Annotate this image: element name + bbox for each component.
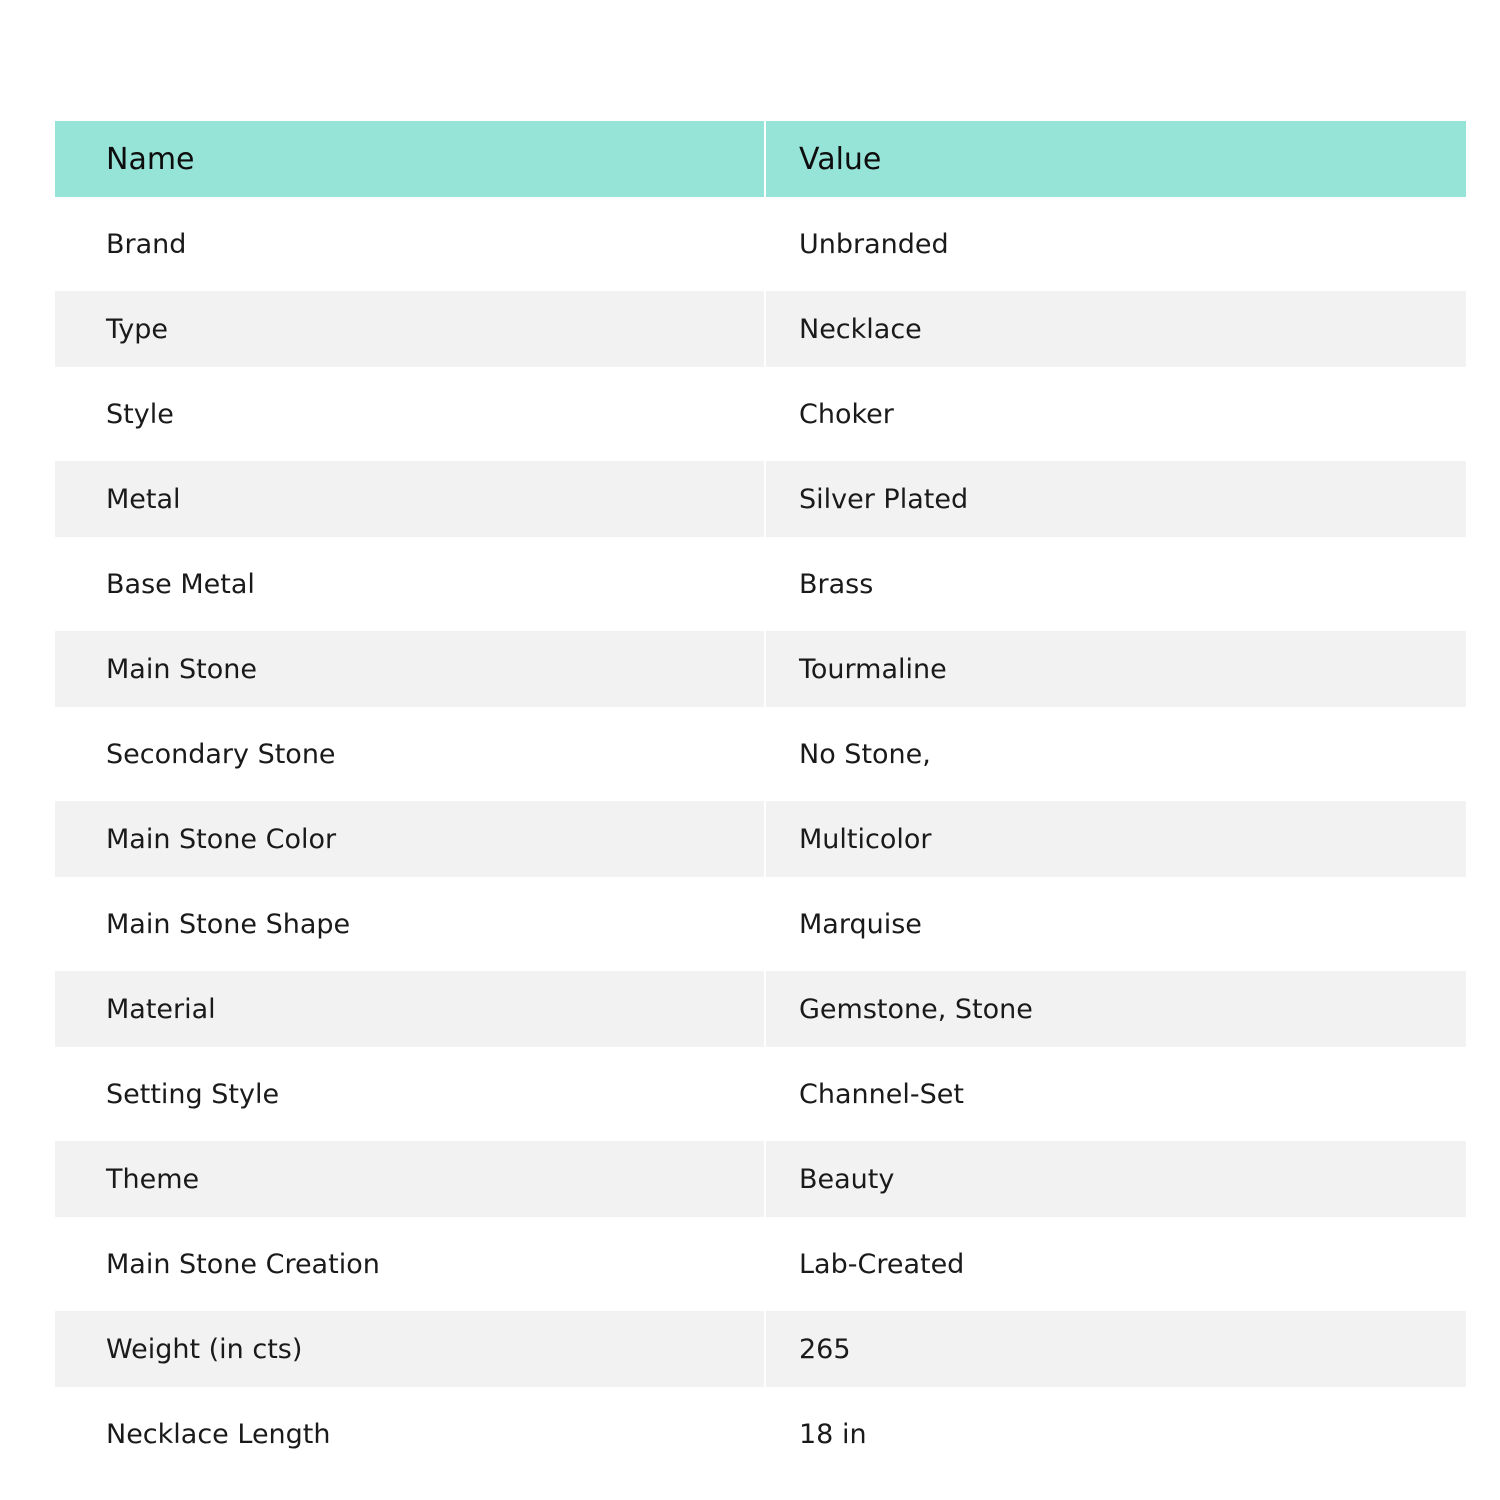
spec-name-cell: Theme (55, 1141, 766, 1217)
spec-value-cell: Multicolor (766, 801, 1466, 877)
column-header-value: Value (766, 121, 1466, 197)
spec-name-cell: Type (55, 291, 766, 367)
spec-name-cell: Brand (55, 197, 766, 291)
table-row (55, 1311, 1466, 1387)
table-header (55, 121, 1466, 197)
spec-name-cell: Weight (in cts) (55, 1311, 766, 1387)
spec-value-cell: 18 in (766, 1387, 1466, 1481)
spec-value-cell: Choker (766, 367, 1466, 461)
table-row (55, 631, 1466, 707)
specs-table (55, 121, 1466, 1481)
table-row (55, 707, 1466, 801)
table-row (55, 537, 1466, 631)
spec-name-cell: Main Stone (55, 631, 766, 707)
spec-name-cell: Metal (55, 461, 766, 537)
spec-value-cell: Marquise (766, 877, 1466, 971)
spec-name-cell: Main Stone Color (55, 801, 766, 877)
table-row (55, 971, 1466, 1047)
spec-name-cell: Necklace Length (55, 1387, 766, 1481)
table-body (55, 197, 1466, 1481)
spec-value-cell: Unbranded (766, 197, 1466, 291)
spec-name-cell: Main Stone Creation (55, 1217, 766, 1311)
spec-value-cell: Beauty (766, 1141, 1466, 1217)
spec-value-cell: Tourmaline (766, 631, 1466, 707)
table-row (55, 1047, 1466, 1141)
header-row (55, 121, 1466, 197)
spec-value-cell: Gemstone, Stone (766, 971, 1466, 1047)
table-row (55, 197, 1466, 291)
column-header-name: Name (55, 121, 766, 197)
table-row (55, 801, 1466, 877)
table-row (55, 1387, 1466, 1481)
table-row (55, 1141, 1466, 1217)
spec-value-cell: Lab-Created (766, 1217, 1466, 1311)
spec-value-cell: Channel-Set (766, 1047, 1466, 1141)
spec-value-cell: Silver Plated (766, 461, 1466, 537)
spec-name-cell: Setting Style (55, 1047, 766, 1141)
spec-name-cell: Main Stone Shape (55, 877, 766, 971)
spec-value-cell: Brass (766, 537, 1466, 631)
spec-value-cell: No Stone, (766, 707, 1466, 801)
spec-name-cell: Style (55, 367, 766, 461)
spec-value-cell: Necklace (766, 291, 1466, 367)
table-row (55, 461, 1466, 537)
spec-name-cell: Material (55, 971, 766, 1047)
table-row (55, 367, 1466, 461)
table-row (55, 291, 1466, 367)
spec-value-cell: 265 (766, 1311, 1466, 1387)
spec-name-cell: Base Metal (55, 537, 766, 631)
spec-name-cell: Secondary Stone (55, 707, 766, 801)
table-row (55, 1217, 1466, 1311)
table-row (55, 877, 1466, 971)
